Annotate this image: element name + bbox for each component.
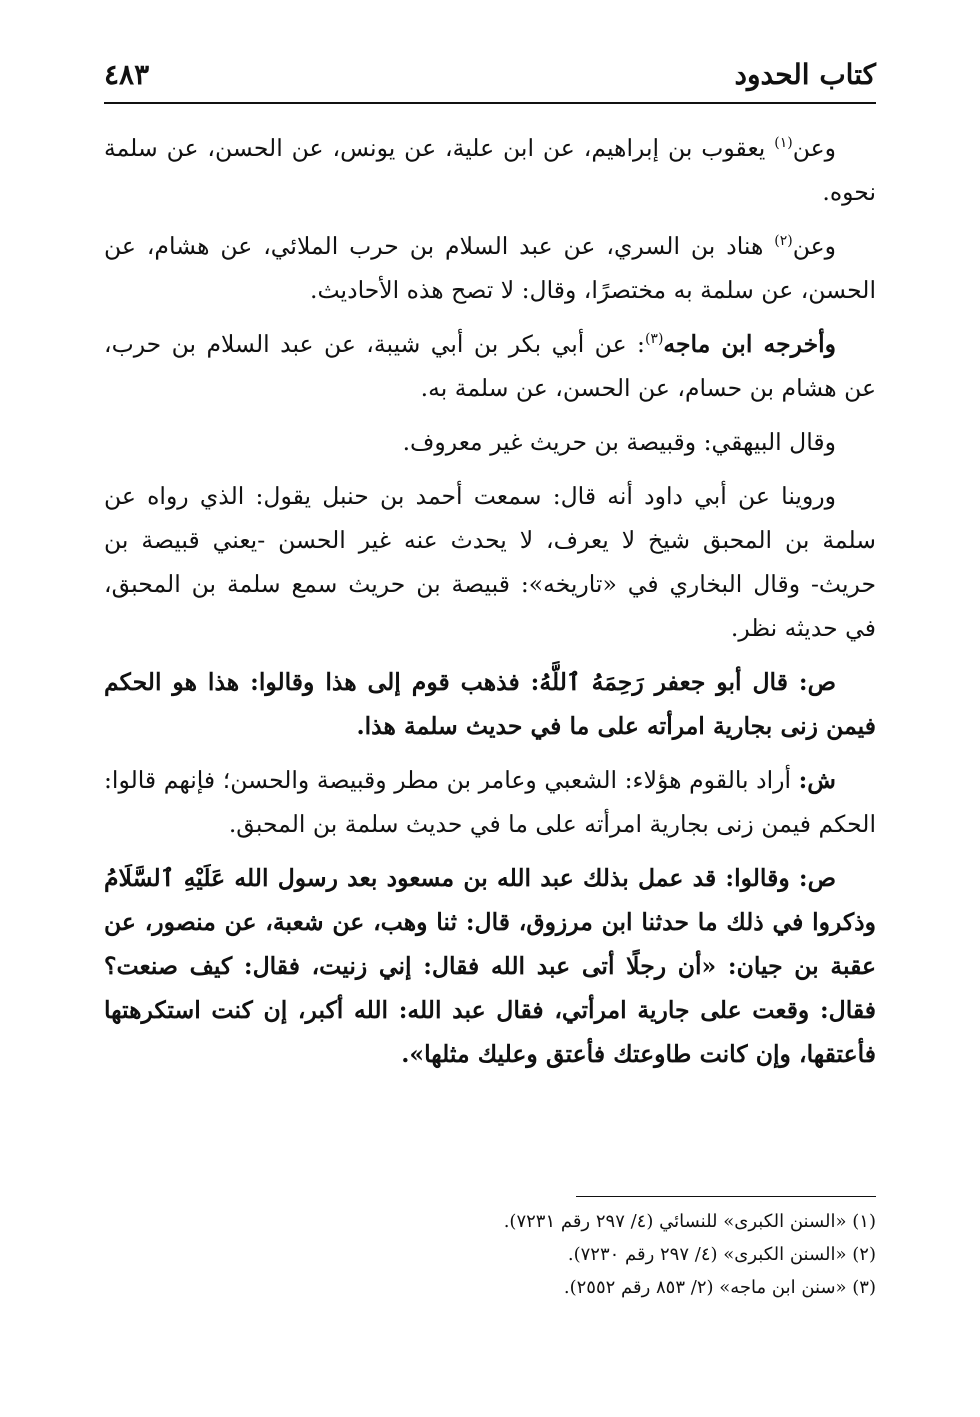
paragraph-3: وأخرجه ابن ماجه$^{(٣)}$: عن أبي بكر بن أبي شيبة، عن عبد السلام بن حرب، عن هشام بن حسام، عن الحسن، عن سلمة به. [104,330,876,402]
footnotes [104,1196,876,1304]
footnote-ref-3: (٣) [644,331,664,348]
paragraph-8: ص: وقالوا: قد عمل بذلك عبد الله بن مسعود بعد رسول الله عَلَيْهِ ٱلسَّلَامُ وذكروا في ذلك ما حدثنا ابن مرزوق، قال: ثنا وهب، عن شعبة، عن منصور، عن عقبة بن جيان: «أن رجلًا أتى عبد الله فقال: إني زنيت، فقال: كيف صنعت؟ فقال: وقعت على جارية امرأتي، فقال عبد الله: الله أكبر، إن كنت استكرهتها فأعتقها، وإن كانت طاوعتك فأعتق وعليك مثلها». [104,864,876,1068]
paragraph-1: وعن$^{(١)}$ يعقوب بن إبراهيم، عن ابن علية، عن يونس، عن الحسن، عن سلمة نحوه. [104,134,876,206]
paragraph-lead: ش: [798,766,836,794]
footnote-3: (٣) «سنن ابن ماجه» (٢/ ٨٥٣ رقم ٢٥٥٢). [563,1277,876,1298]
paragraph-lead: ص: [798,668,836,696]
paragraph-5: وروينا عن أبي داود أنه قال: سمعت أحمد بن حنبل يقول: الذي رواه عن سلمة بن المحبق شيخ لا يعرف، لا يحدث عنه غير الحسن -يعني قبيصة بن حريث- وقال البخاري في «تاريخه»: قبيصة بن حريث سمع سلمة بن المحبق، في حديثه نظر. [104,482,876,642]
paragraph-7: ش: أراد بالقوم هؤلاء: الشعبي وعامر بن مطر وقبيصة والحسن؛ فإنهم قالوا: الحكم فيمن زنى بجارية امرأته على ما في حديث سلمة بن المحبق. [104,766,876,838]
footnote-ref-1: (١) [774,135,793,152]
paragraph-lead: ص: [798,864,836,892]
footnote-1: (١) «السنن الكبرى» للنسائي (٤/ ٢٩٧ رقم ٧٢٣١). [503,1211,876,1232]
paragraph-2: وعن$^{(٢)}$ هناد بن السري، عن عبد السلام بن حرب الملائي، عن هشام، عن الحسن، عن سلمة به مختصرًا، وقال: لا تصح هذه الأحاديث. [104,232,876,304]
chapter-title: كتاب الحدود [734,58,876,91]
page-header [104,52,876,104]
footnote-2: (٢) «السنن الكبرى» (٤/ ٢٩٧ رقم ٧٢٣٠). [567,1244,876,1265]
page-body [104,126,876,1086]
paragraph-lead: وأخرجه ابن ماجه [663,330,836,358]
paragraph-4: وقال البيهقي: وقبيصة بن حريث غير معروف. [402,428,836,456]
paragraph-6: ص: قال أبو جعفر رَحِمَهُ ٱللَّهُ: فذهب قوم إلى هذا وقالوا: هذا هو الحكم فيمن زنى بجارية امرأته على ما في حديث سلمة هذا. [104,668,876,740]
page-number: ٤٨٣ [104,58,150,91]
footnote-ref-2: (٢) [774,233,793,250]
footnote-divider [576,1196,876,1197]
